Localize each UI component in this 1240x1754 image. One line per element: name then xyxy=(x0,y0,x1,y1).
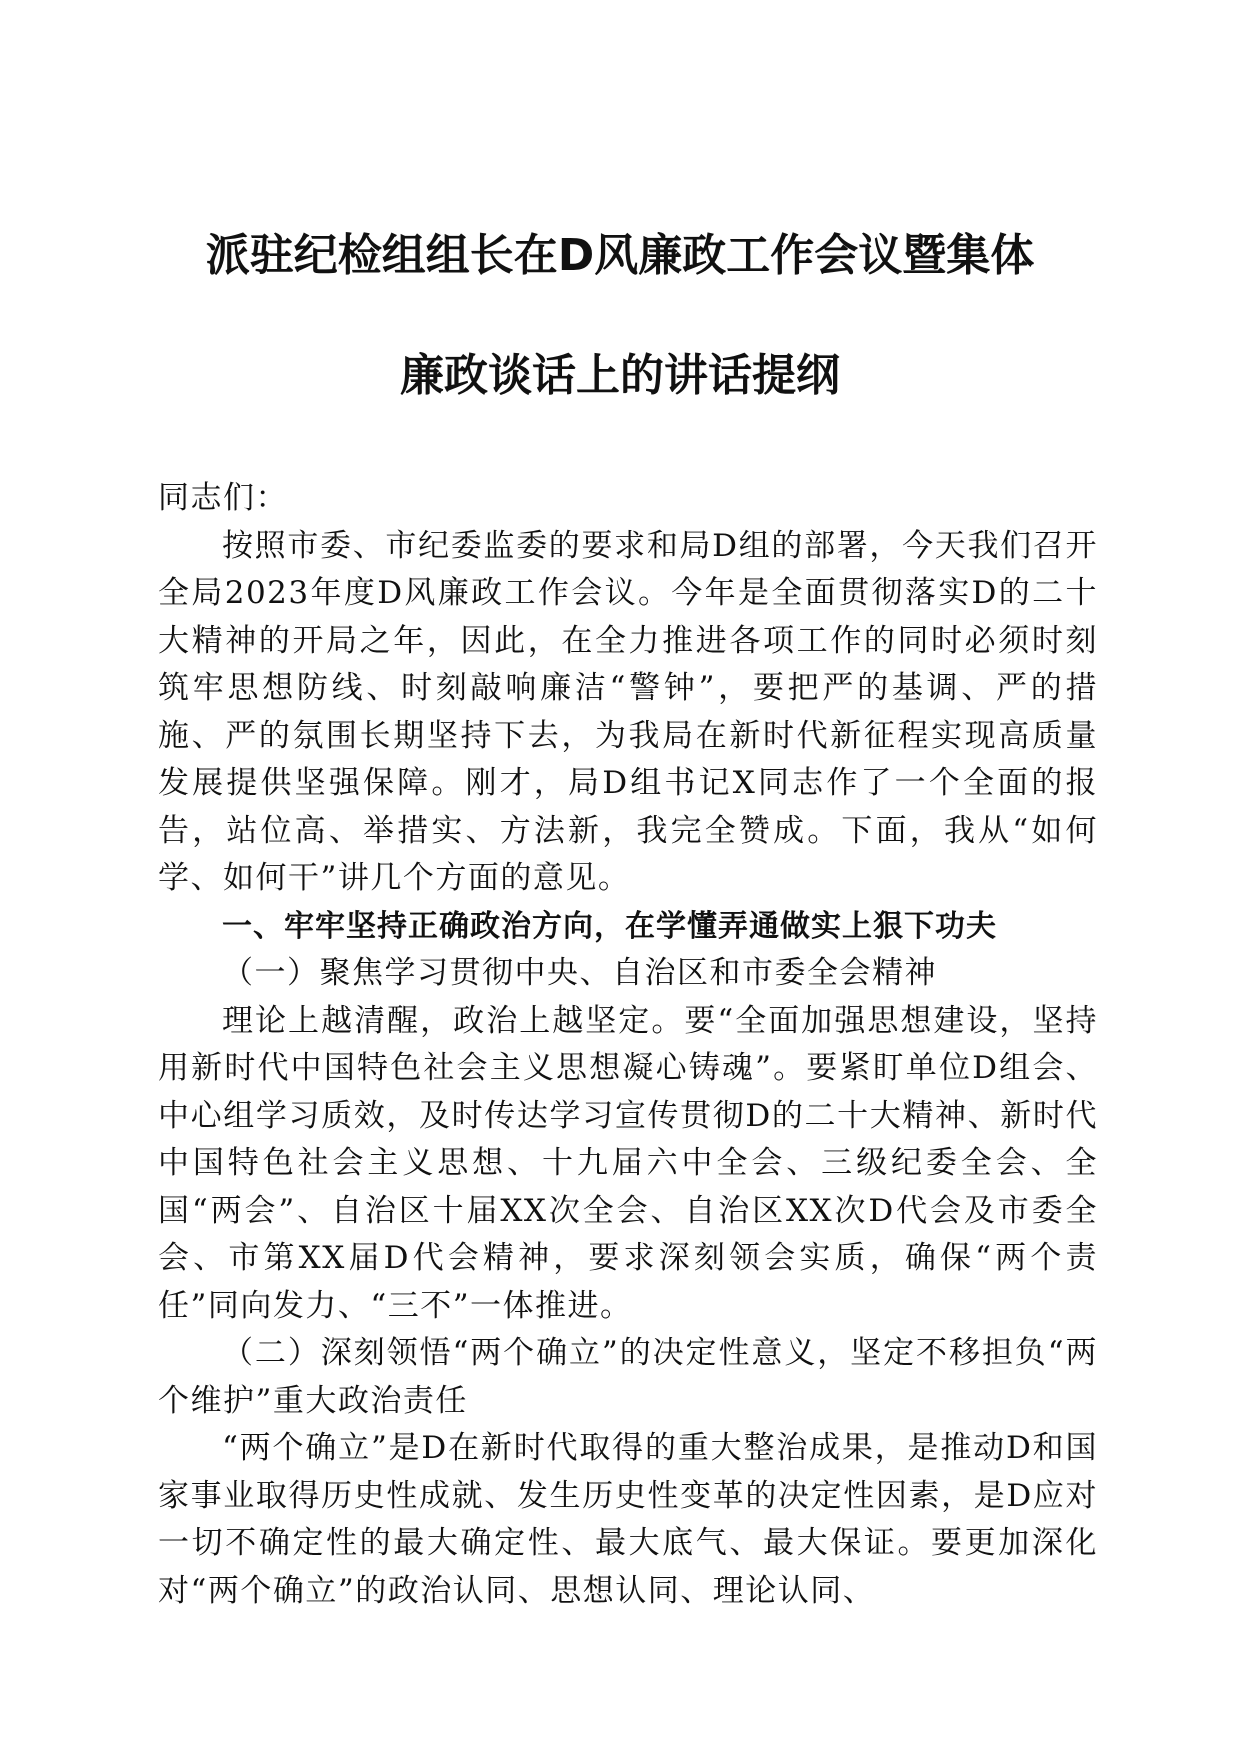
subsection-heading-1: （一）聚焦学习贯彻中央、自治区和市委全会精神 xyxy=(222,955,937,991)
document-title-line-1: 派驻纪检组组长在D风廉政工作会议暨集体 xyxy=(205,230,1035,281)
document-body xyxy=(158,475,1098,1615)
document-title-line-2: 廉政谈话上的讲话提纲 xyxy=(400,350,840,401)
subsection-2-paragraph: “两个确立”是D在新时代取得的重大整治成果，是推动D和国家事业取得历史性成就、发生历史性变革的决定性因素，是D应对一切不确定性的最大确定性、最大底气、最大保证。要更加深化对“两个确立”的政治认同、思想认同、理论认同、 xyxy=(158,1430,1098,1609)
subsection-heading-2: （二）深刻领悟“两个确立”的决定性意义，坚定不移担负“两个维护”重大政治责任 xyxy=(158,1335,1098,1419)
subsection-1-paragraph: 理论上越清醒，政治上越坚定。要“全面加强思想建设，坚持用新时代中国特色社会主义思想凝心铸魂”。要紧盯单位D组会、中心组学习质效，及时传达学习宣传贯彻D的二十大精神、新时代中国特色社会主义思想、十九届六中全会、三级纪委全会、全国“两会”、自治区十届XX次全会、自治区XX次D代会及市委全会、市第XX届D代会精神，要求深刻领会实质，确保“两个责任”同向发力、“三不”一体推进。 xyxy=(158,1002,1098,1324)
section-heading-1: 一、牢牢坚持正确政治方向，在学懂弄通做实上狠下功夫 xyxy=(222,908,997,944)
salutation: 同志们： xyxy=(158,480,288,516)
intro-paragraph: 按照市委、市纪委监委的要求和局D组的部署，今天我们召开全局2023年度D风廉政工作会议。今年是全面贯彻落实D的二十大精神的开局之年，因此，在全力推进各项工作的同时必须时刻筑牢思想防线、时刻敲响廉洁“警钟”，要把严的基调、严的措施、严的氛围长期坚持下去，为我局在新时代新征程实现高质量发展提供坚强保障。刚才，局D组书记X同志作了一个全面的报告，站位高、举措实、方法新，我完全赞成。下面，我从“如何学、如何干”讲几个方面的意见。 xyxy=(158,527,1098,896)
